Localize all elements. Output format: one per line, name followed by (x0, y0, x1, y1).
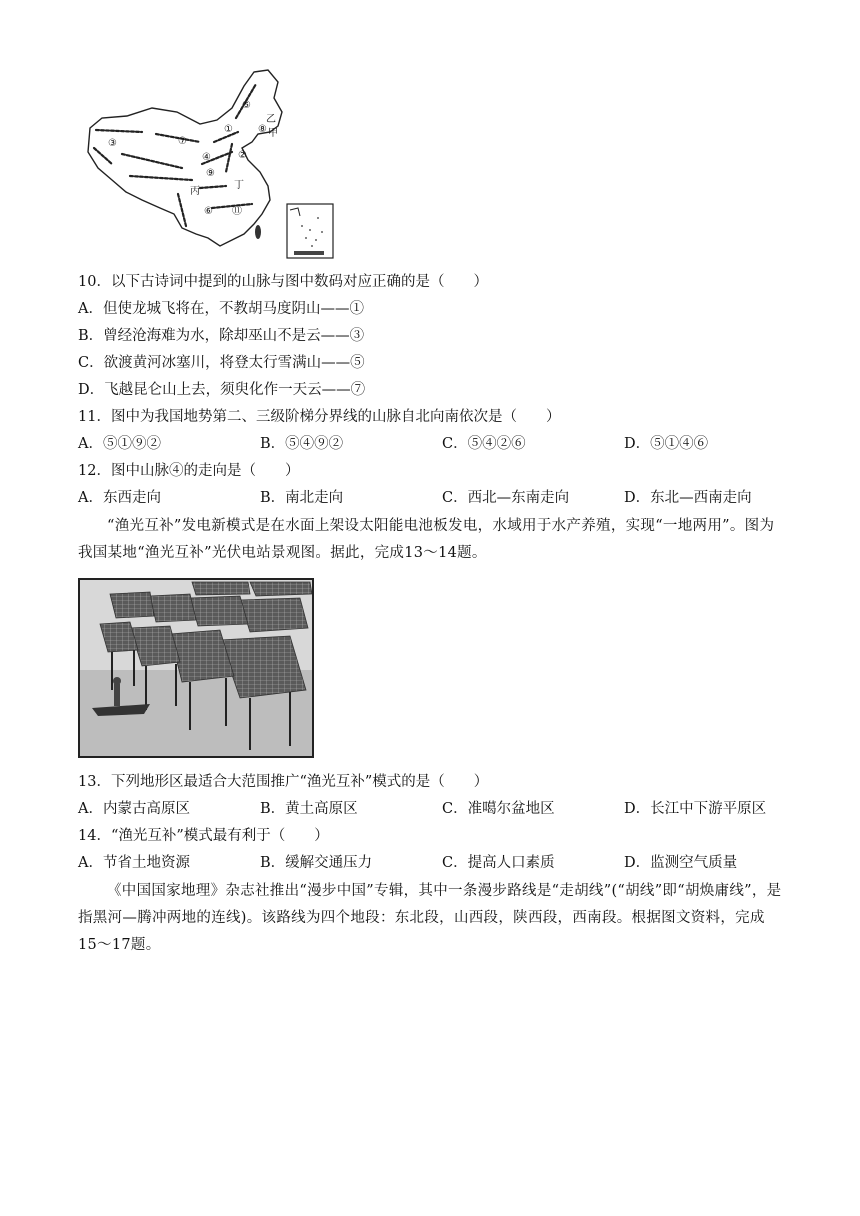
map-label-8: ⑧ (258, 124, 267, 135)
q13-option-c[interactable]: C．准噶尔盆地区 (442, 801, 555, 817)
q11-option-d[interactable]: D．⑤①④⑥ (624, 436, 709, 452)
map-label-5: ⑤ (242, 100, 251, 111)
q12-stem: 12．图中山脉④的走向是（ ） (78, 463, 300, 479)
intro-15-17: 《中国国家地理》杂志社推出“漫步中国”专辑，其中一条漫步路线是“走胡线”(“胡线”即“胡焕庸线”，是指黑河—腾冲两地的连线)。该路线为四个地段：东北段，山西段，陕西段，西南段。根据图文资料，完成15～17题。 (78, 883, 782, 953)
map-label-11: ⑪ (232, 206, 242, 217)
china-mountain-map (82, 68, 337, 260)
q13-option-b[interactable]: B．黄土高原区 (260, 801, 358, 817)
q14-stem: 14．“渔光互补”模式最有利于（ ） (78, 828, 329, 844)
map-label-6: ⑥ (204, 206, 213, 217)
q11-option-a[interactable]: A．⑤①⑨② (78, 436, 161, 452)
q10-option-a[interactable]: A．但使龙城飞将在，不教胡马度阴山——① (78, 301, 364, 317)
map-label-bing: 丙 (190, 186, 200, 197)
q10-stem: 10．以下古诗词中提到的山脉与图中数码对应正确的是（ ） (78, 274, 488, 290)
map-label-2: ② (238, 150, 247, 161)
q10-option-b[interactable]: B．曾经沧海难为水，除却巫山不是云——③ (78, 328, 365, 344)
q10-option-c[interactable]: C．欲渡黄河冰塞川，将登太行雪满山——⑤ (78, 355, 365, 371)
fishery-solar-photo (78, 578, 314, 758)
south-china-sea-inset (287, 204, 333, 258)
q13-stem: 13．下列地形区最适合大范围推广“渔光互补”模式的是（ ） (78, 774, 489, 790)
map-label-9: ⑨ (206, 168, 215, 179)
intro-13-14: “渔光互补”发电新模式是在水面上架设太阳能电池板发电，水域用于水产养殖，实现“一地两用”。图为我国某地“渔光互补”光伏电站景观图。据此，完成13～14题。 (78, 518, 775, 561)
q10-option-d[interactable]: D．飞越昆仑山上去，须臾化作一天云——⑦ (78, 382, 366, 398)
q14-option-c[interactable]: C．提高人口素质 (442, 855, 555, 871)
q12-option-b[interactable]: B．南北走向 (260, 490, 344, 506)
map-label-yi: 乙 (266, 114, 276, 125)
q11-option-b[interactable]: B．⑤④⑨② (260, 436, 344, 452)
map-label-1: ① (224, 124, 233, 135)
q14-option-d[interactable]: D．监测空气质量 (624, 855, 738, 871)
q13-option-d[interactable]: D．长江中下游平原区 (624, 801, 767, 817)
q12-option-d[interactable]: D．东北—西南走向 (624, 490, 752, 506)
q12-option-c[interactable]: C．西北—东南走向 (442, 490, 570, 506)
q13-option-a[interactable]: A．内蒙古高原区 (78, 801, 190, 817)
map-label-3: ③ (108, 138, 117, 149)
map-label-4: ④ (202, 152, 211, 163)
q14-option-a[interactable]: A．节省土地资源 (78, 855, 190, 871)
map-label-ding: 丁 (234, 180, 244, 191)
q12-option-a[interactable]: A．东西走向 (78, 490, 161, 506)
q11-stem: 11．图中为我国地势第二、三级阶梯分界线的山脉自北向南依次是（ ） (78, 409, 561, 425)
map-label-jia: 甲 (268, 128, 278, 139)
q11-option-c[interactable]: C．⑤④②⑥ (442, 436, 526, 452)
map-label-7: ⑦ (178, 136, 187, 147)
q14-option-b[interactable]: B．缓解交通压力 (260, 855, 373, 871)
